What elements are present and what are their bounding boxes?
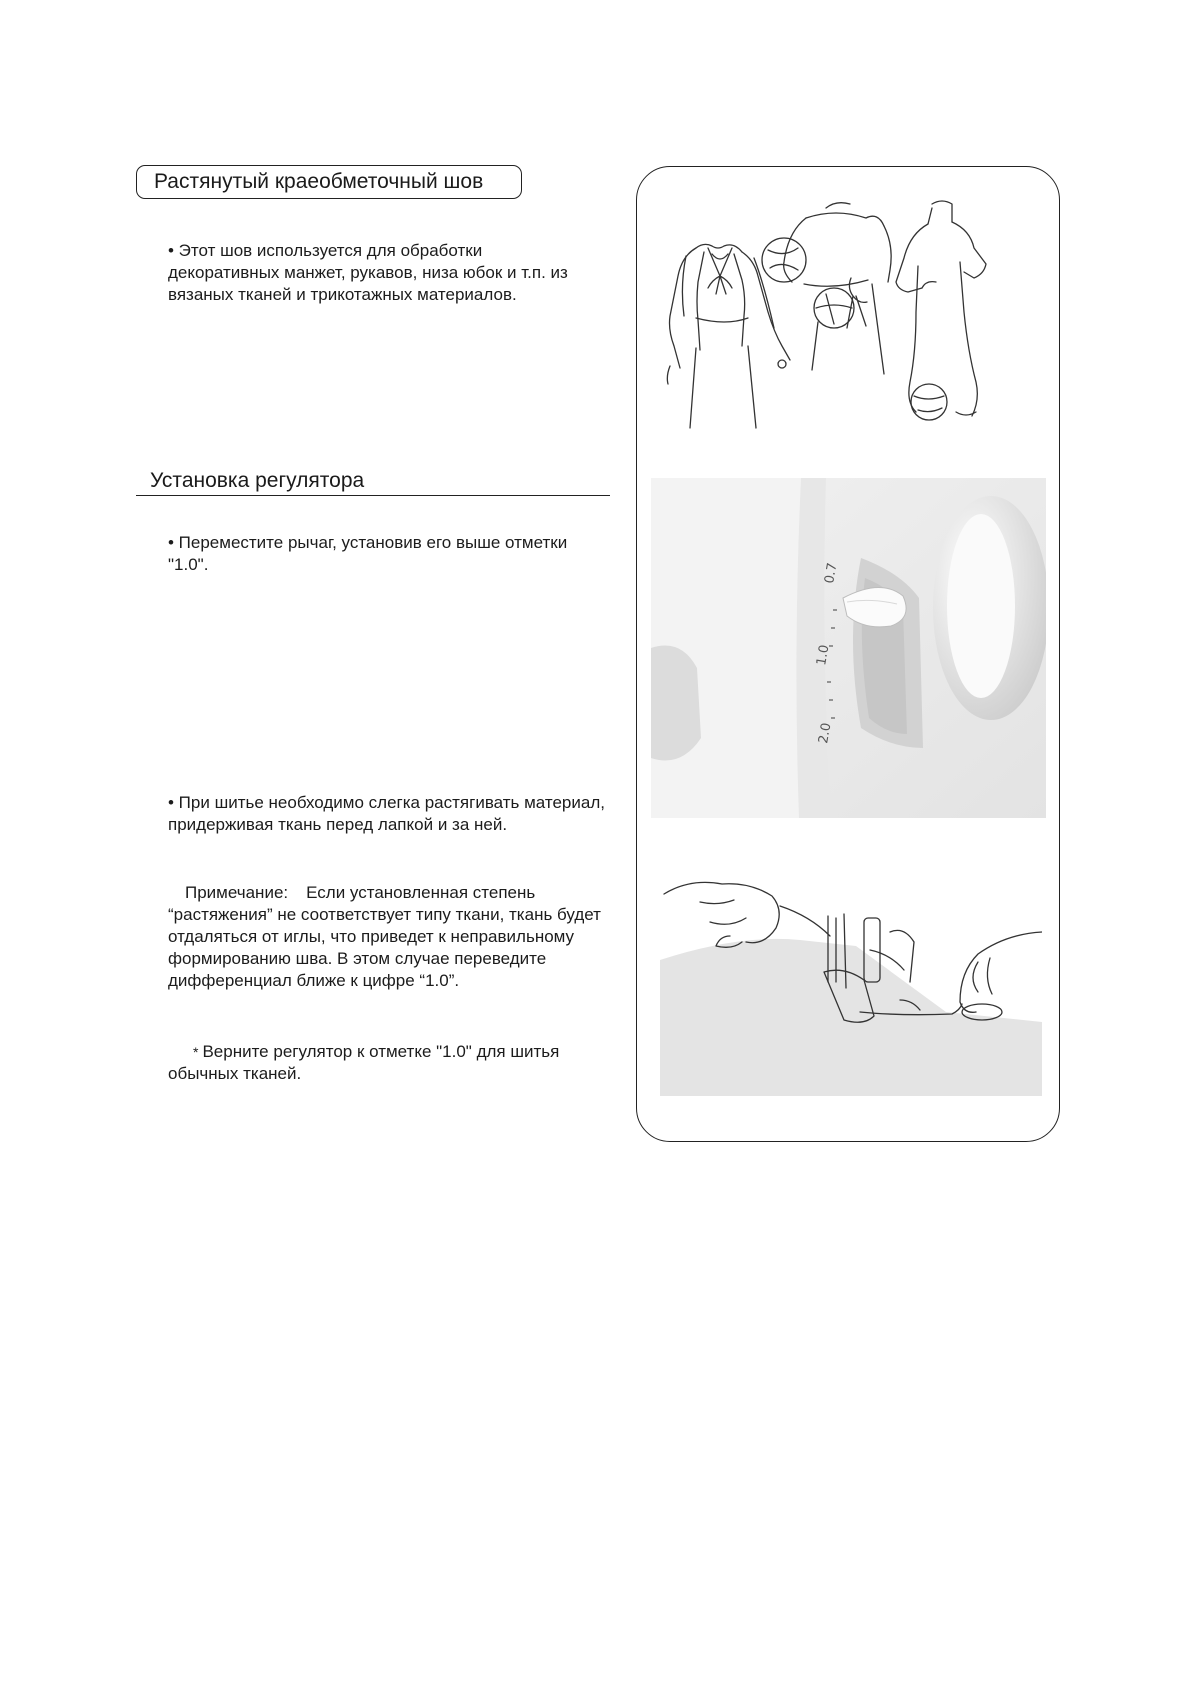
garment-sketches-illustration	[656, 198, 1036, 430]
reset-paragraph	[168, 1041, 616, 1085]
differential-dial-photo	[651, 478, 1046, 818]
long-dress-figure	[896, 201, 986, 420]
section-title-regulator: Установка регулятора	[136, 469, 610, 496]
reset-text: Верните регулятор к отметке "1.0" для шитья обычных тканей.	[168, 1042, 560, 1083]
hands-guiding-fabric-illustration	[660, 862, 1042, 1096]
step-move-lever: • Переместите рычаг, установив его выше отметки "1.0".	[168, 533, 568, 574]
intro-paragraph: • Этот шов используется для обработки декоративных манжет, рукавов, низа юбок и т.п. из вязаных тканей и трикотажных материалов.	[168, 241, 568, 304]
scale-mark-top: 0.7	[822, 561, 841, 585]
asterisk-mark: *	[193, 1044, 199, 1060]
note-paragraph	[168, 882, 616, 992]
scale-mark-one: 1.0	[814, 643, 833, 667]
scale-mark: 2.0	[816, 721, 835, 745]
note-text: Если установленная степень “растяжения” не соответствует типу ткани, ткань будет отдаляться от иглы, что приведет к неправильному формированию шва. В этом случае переведите дифференциал ближе к цифре “1.0”.	[168, 883, 601, 990]
section-title-stretch-overlock: Растянутый краеобметочный шов	[136, 165, 522, 199]
note-label: Примечание:	[185, 883, 289, 902]
step-stretch-fabric: • При шитье необходимо слегка растягивать материал, придерживая ткань перед лапкой и за ней.	[168, 793, 605, 834]
wide-top-figure	[762, 203, 891, 374]
blouse-figure	[667, 244, 790, 428]
